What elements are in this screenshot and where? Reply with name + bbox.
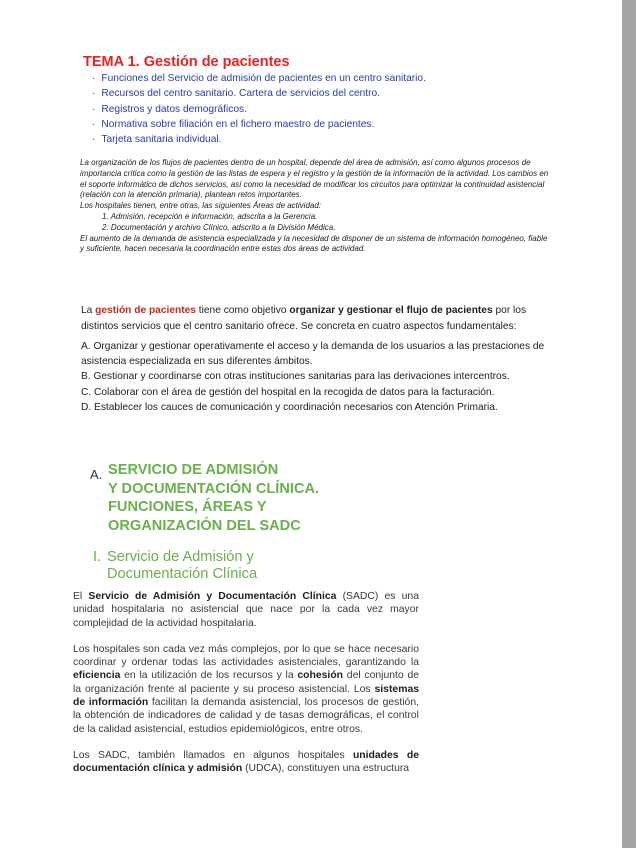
intro-paragraph: La organización de los flujos de pacientes dentro de un hospital, depende del área de admisión, así como algunos procesos de importancia crítica como la gestión de las listas de espera y el registro y la gestión de la información de la actividad. Los cambios en el soporte informático de dichos servicios, así como la necesidad de modificar los circuitos para optimizar la continuidad asistencial (relación con la atención primaria), plantean retos importantes. [80, 158, 549, 200]
bold-text: unidades de documentación clínica y admisión [73, 749, 419, 775]
body-paragraph [73, 749, 419, 776]
aspect-item: B. Gestionar y coordinarse con otras instituciones sanitarias para las derivaciones intercentros. [81, 371, 510, 383]
heading-line: Documentación Clínica [107, 565, 258, 582]
aspects-list [81, 339, 551, 415]
text-span: El [73, 591, 89, 602]
subsection-heading [93, 549, 257, 582]
text-span: en la utilización de los recursos y la [120, 670, 298, 682]
section-heading [108, 461, 319, 535]
intro-paragraph: Los hospitales tienen, entre otras, las siguientes Áreas de actividad: [80, 201, 322, 211]
heading-line: SERVICIO DE ADMISIÓN [108, 462, 279, 478]
aspect-item: D. Establecer los cauces de comunicación y coordinación necesarios con Atención Primaria. [81, 401, 498, 413]
text-span: tiene como objetivo [195, 305, 290, 316]
list-item: · Funciones del Servicio de admisión de pacientes en un centro sanitario. [92, 71, 426, 86]
text-span: Los SADC, también llamados en algunos hospitales [73, 749, 353, 761]
bold-text: cohesión [297, 670, 344, 682]
area-item: 1. Admisión, recepción e información, adscrita a la Gerencia. [102, 211, 318, 221]
section-letter: A. [90, 467, 103, 482]
bold-text: eficiencia [73, 670, 121, 682]
body-paragraph [73, 643, 419, 736]
bold-text: Servicio de Admisión y Documentación Clínica [88, 591, 337, 602]
aspect-item: C. Colaborar con el área de gestión del hospital en la recogida de datos para la facturación. [81, 386, 495, 398]
highlight-text: gestión de pacientes [95, 305, 196, 316]
scrollbar[interactable] [622, 0, 636, 848]
heading-line: Servicio de Admisión y [107, 549, 254, 565]
text-span: (UDCA), constituyen una estructura [242, 763, 410, 775]
bold-text: sistemas de información [73, 683, 419, 709]
text-span: Los hospitales son cada vez más complejos, por lo que se hace necesario coordinar y ordenar todas las actividades asistenciales, garantizando la [73, 643, 419, 669]
heading-line: Y DOCUMENTACIÓN CLÍNICA. [108, 480, 320, 497]
list-item: · Tarjeta sanitaria individual. [92, 132, 426, 147]
page-title: TEMA 1. Gestión de pacientes [83, 54, 290, 70]
text-span: por los distintos servicios que el centro sanitario ofrece. Se concreta en cuatro aspectos fundamentales: [81, 305, 527, 332]
text-span: La [81, 305, 96, 316]
subsection-number: I. [93, 549, 102, 565]
text-span: del conjunto de la organización frente al paciente y su proceso asistencial. Los [73, 670, 420, 695]
heading-line: ORGANIZACIÓN DEL SADC [108, 517, 301, 534]
heading-line: FUNCIONES, ÁREAS Y [108, 499, 267, 515]
topic-list [92, 71, 426, 147]
aspect-item: A. Organizar y gestionar operativamente el acceso y la demanda de los usuarios a las prestaciones de asistencia especializada en sus diferentes ámbitos. [81, 341, 545, 368]
bold-text: organizar y gestionar el flujo de pacientes [289, 305, 493, 316]
body-paragraph [73, 590, 419, 630]
area-item: 2. Documentación y archivo Clínico, adscrito a la División Médica. [102, 222, 336, 232]
list-item: · Recursos del centro sanitario. Cartera de servicios del centro. [92, 86, 426, 101]
intro-paragraphs [80, 158, 550, 255]
list-item: · Registros y datos demográficos. [92, 102, 426, 117]
intro-paragraph: El aumento de la demanda de asistencia especializada y la necesidad de disponer de un sistema de información homogéneo, fiable y suficiente, hacen necesaria la coordinación entre estas dos áreas de actividad. [80, 233, 548, 254]
list-item: · Normativa sobre filiación en el fichero maestro de pacientes. [92, 117, 426, 132]
text-span: facilitan la demanda asistencial, los procesos de gestión, la obtención de indicadores de calidad y de tasas demográficas, el control de la calidad asistencial, estudios epidemiológicos, entre otros. [73, 697, 419, 735]
gestion-paragraph [81, 303, 551, 334]
text-span: (SADC) es una unidad hospitalaria no asistencial que nace por la cada vez mayor complejidad de la actividad hospitalaria. [73, 591, 419, 629]
body-text [73, 590, 419, 789]
